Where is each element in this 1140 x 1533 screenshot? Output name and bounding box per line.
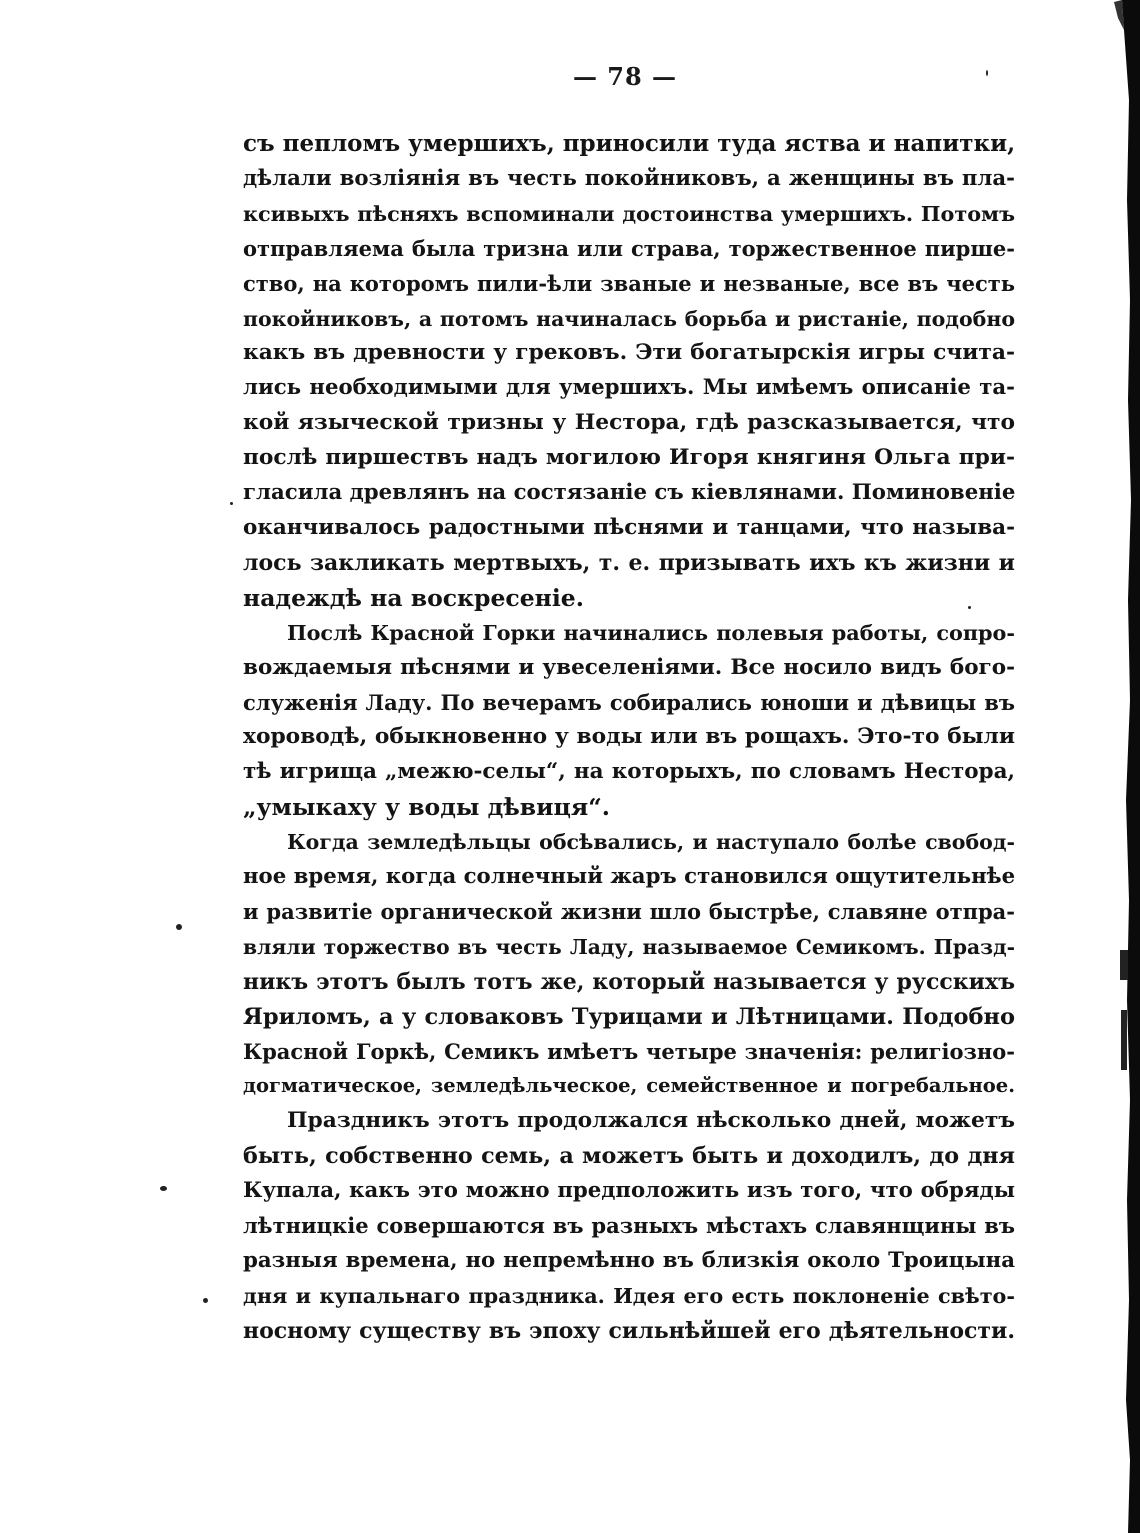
text-line: отправляема была тризна или страва, торжественное пирше- <box>243 235 1015 261</box>
scan-speck <box>203 1298 208 1303</box>
text-line: разныя времена, но непремѣнно въ близкія около Троицына <box>243 1248 1015 1273</box>
text-line: хороводѣ, обыкновенно у воды или въ рощахъ. Это-то были <box>243 724 1015 750</box>
scan-edge-shadow <box>1100 0 1140 1533</box>
scan-speck <box>176 924 182 930</box>
text-line: дѣлали возліянія въ честь покойниковъ, а женщины въ пла- <box>243 165 1015 191</box>
text-line: Послѣ Красной Горки начинались полевыя работы, сопро- <box>287 620 1015 645</box>
text-line: ное время, когда солнечный жаръ становился ощутительнѣе <box>243 864 1016 890</box>
text-line: и развитіе органической жизни шло быстрѣе, славяне отпра- <box>243 898 1015 924</box>
scan-speck <box>986 70 988 76</box>
text-line: лось закликать мертвыхъ, т. е. призывать ихъ къ жизни и <box>243 549 1015 576</box>
text-line: дня и купальнаго праздника. Идея его есть поклоненіе свѣто- <box>243 1283 1015 1308</box>
text-line: вождаемыя пѣснями и увеселеніями. Все носило видъ бого- <box>243 654 1015 680</box>
text-line: гласила древлянъ на состязаніе съ кіевлянами. Поминовеніе <box>243 480 1016 506</box>
text-line: вляли торжество въ честь Ладу, называемое Семикомъ. Празд- <box>243 934 1015 959</box>
text-line: покойниковъ, а потомъ начиналась борьба и ристаніе, подобно <box>243 306 1015 331</box>
text-line: надеждѣ на воскресеніе. <box>243 583 584 612</box>
text-line: Яриломъ, а у словаковъ Турицами и Лѣтницами. Подобно <box>243 1003 1015 1030</box>
text-line: ство, на которомъ пили-ѣли званые и незваные, все въ честь <box>243 270 1015 296</box>
text-line: никъ этотъ былъ тотъ же, который называется у русскихъ <box>243 968 1015 995</box>
scan-speck <box>160 1186 167 1191</box>
scan-speck <box>968 606 971 609</box>
text-line: кой языческой тризны у Нестора, гдѣ разсказывается, что <box>243 410 1015 436</box>
text-line: ксивыхъ пѣсняхъ вспоминали достоинства умершихъ. Потомъ <box>243 201 1015 226</box>
text-line: послѣ пиршествъ надъ могилою Игоря княгиня Ольга при- <box>243 445 1015 471</box>
text-line: тѣ игрища „межю-селы“, на которыхъ, по словамъ Нестора, <box>243 759 1015 785</box>
text-line: лись необходимыми для умершихъ. Мы имѣемъ описаніе та- <box>243 375 1015 401</box>
text-line: какъ въ древности у грековъ. Эти богатырскія игры счита- <box>243 340 1015 366</box>
text-line: Когда земледѣльцы обсѣвались, и наступало болѣе свобод- <box>287 830 1015 855</box>
scan-speck <box>230 502 233 505</box>
text-line: лѣтницкіе совершаются въ разныхъ мѣстахъ славянщины въ <box>243 1213 1015 1239</box>
body-text <box>243 127 1015 1349</box>
page-number: — 78 — <box>572 62 678 91</box>
text-line: оканчивалось радостными пѣснями и танцами, что называ- <box>243 514 1015 540</box>
text-line: служенія Ладу. По вечерамъ собирались юноши и дѣвицы въ <box>243 689 1015 715</box>
text-line: быть, собственно семь, а можетъ быть и доходилъ, до дня <box>243 1143 1015 1170</box>
text-line: Купала, какъ это можно предположить изъ того, что обряды <box>243 1178 1015 1204</box>
text-line: Праздникъ этотъ продолжался нѣсколько дней, можетъ <box>287 1108 1015 1134</box>
text-line: съ пепломъ умершихъ, приносили туда яства и напитки, <box>243 130 1016 157</box>
text-line: догматическое, земледѣльческое, семейственное и погребальное. <box>243 1074 1015 1098</box>
text-line: носному существу въ эпоху сильнѣйшей его дѣятельности. <box>243 1317 1015 1344</box>
text-line: „умыкаху у воды дѣвиця“. <box>243 793 610 822</box>
text-line: Красной Горкѣ, Семикъ имѣетъ четыре значенія: религіозно- <box>243 1038 1015 1064</box>
